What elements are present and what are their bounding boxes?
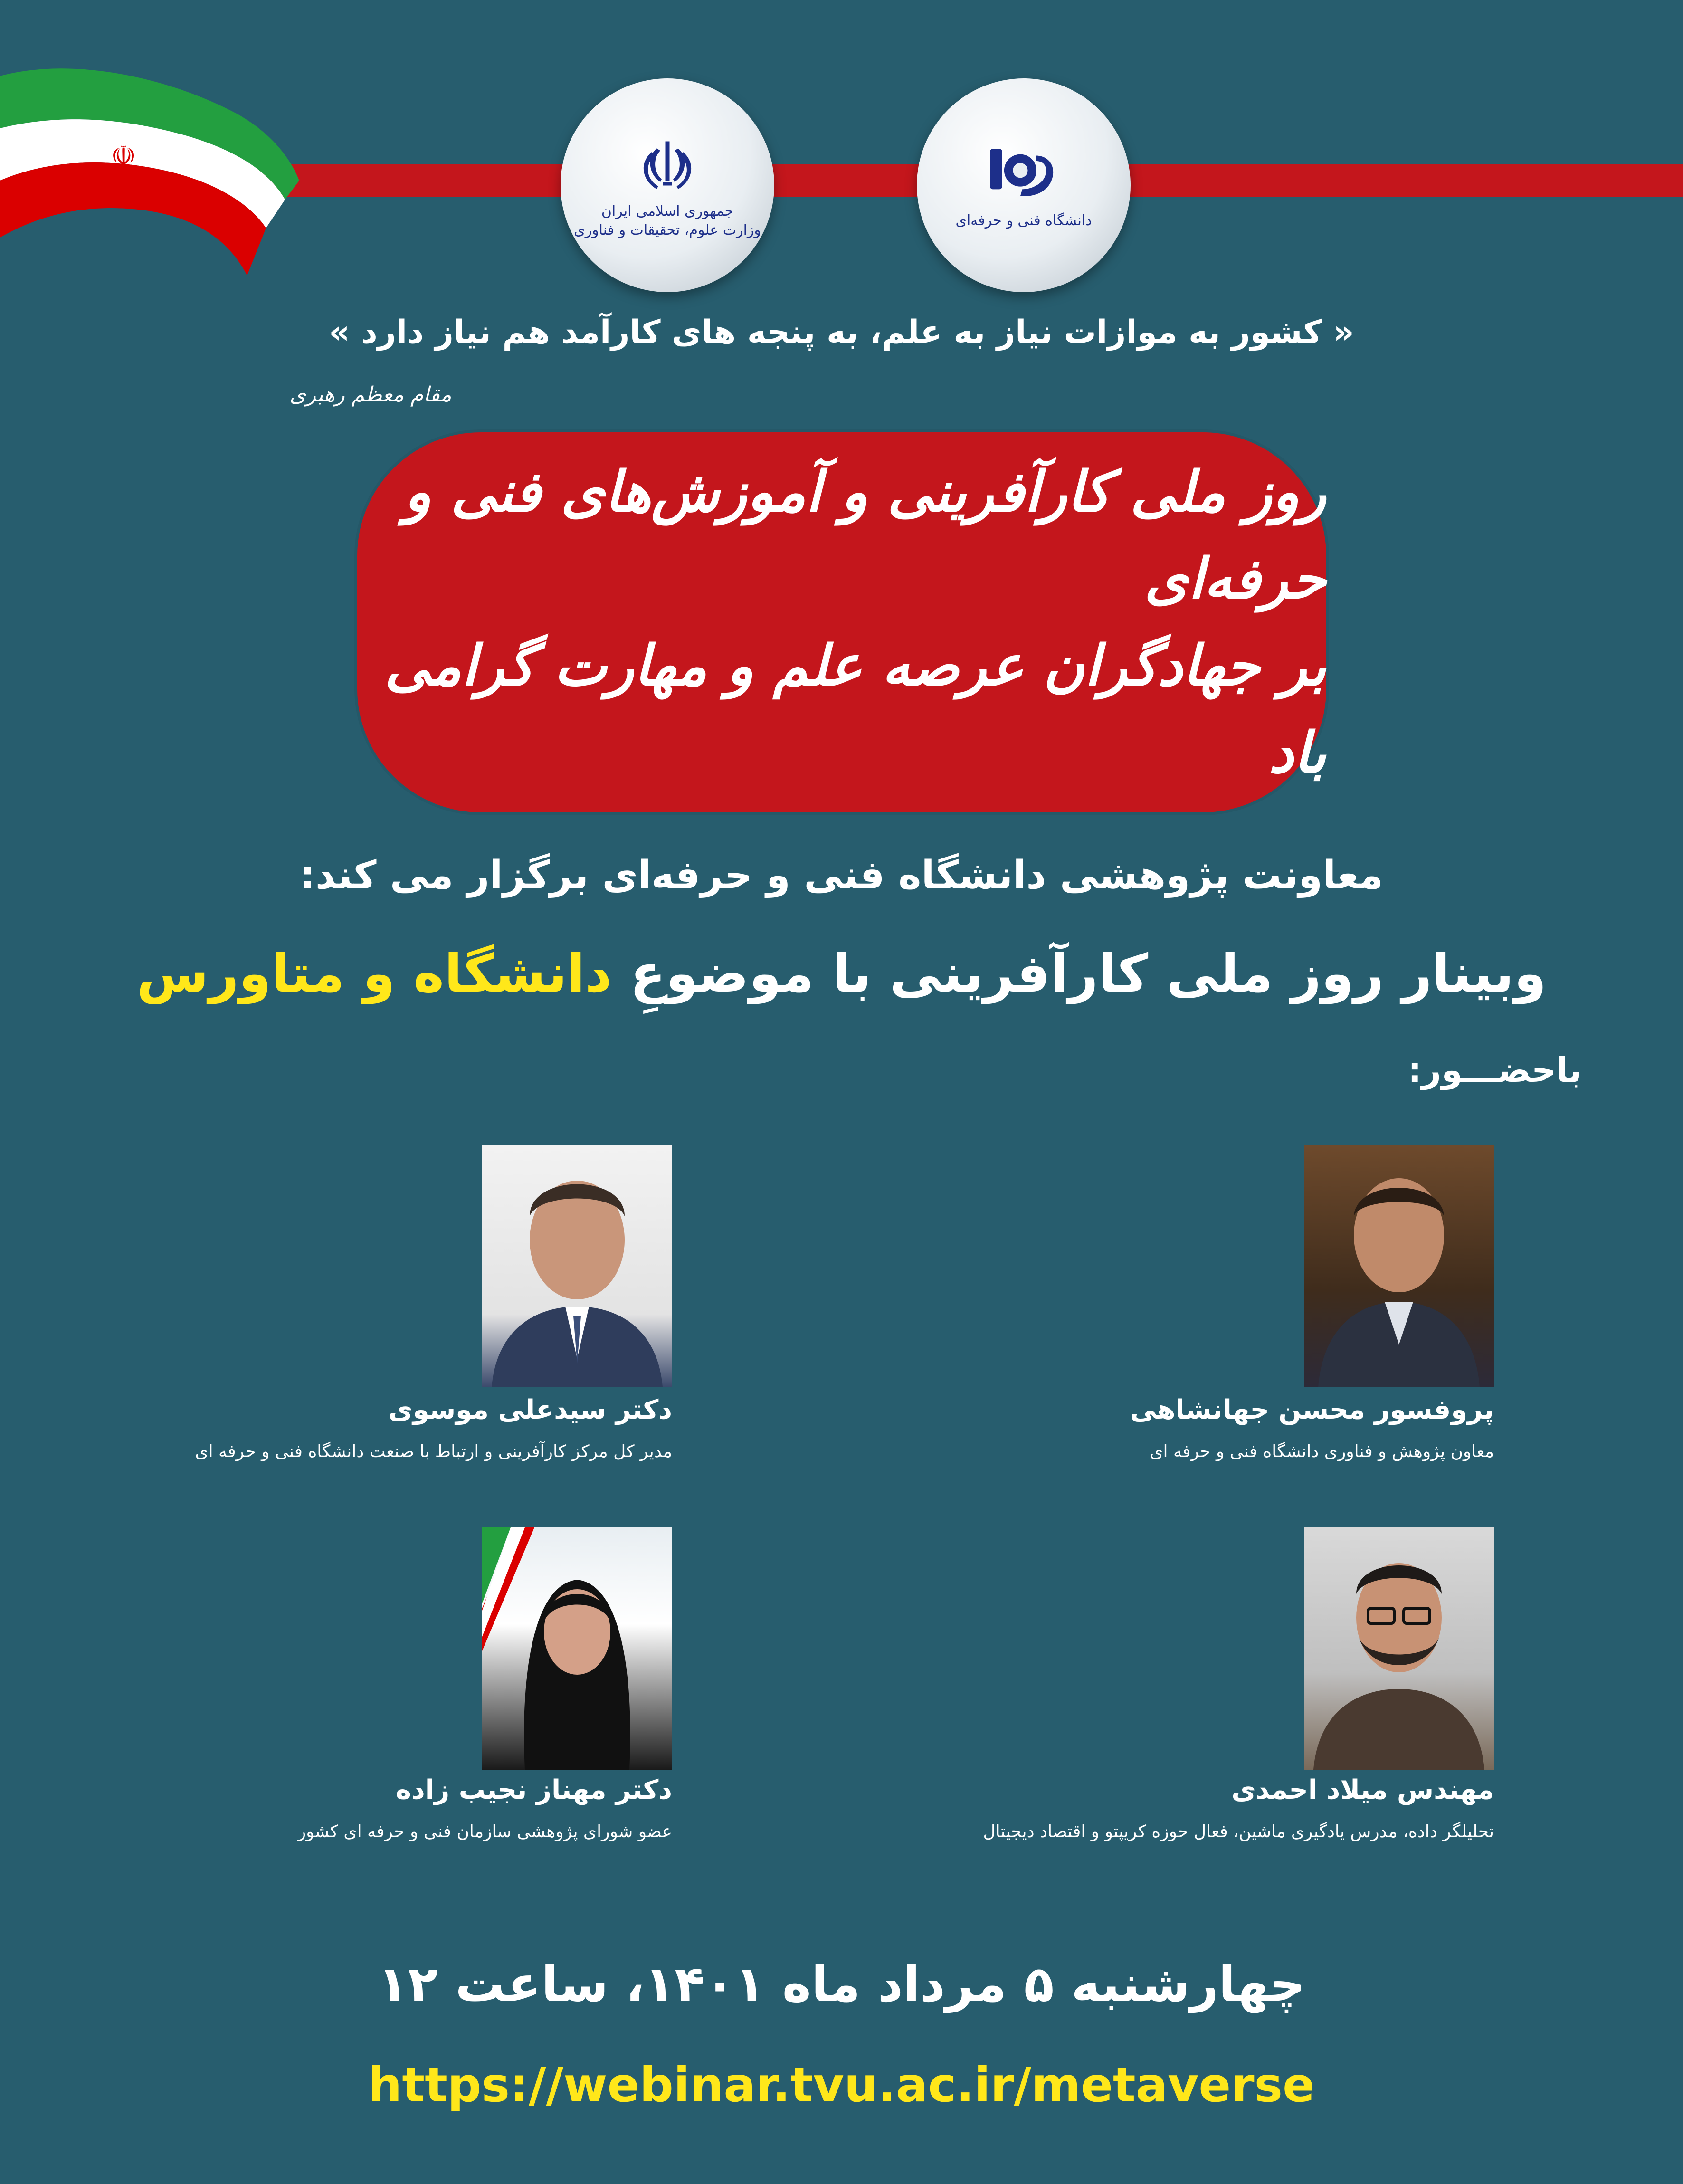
speaker-role: معاون پژوهش و فناوری دانشگاه فنی و حرفه ای [1150, 1442, 1494, 1461]
ministry-logo [561, 78, 774, 292]
event-date: چهارشنبه ۵ مرداد ماه ۱۴۰۱، ساعت ۱۲ [378, 1955, 1305, 2013]
iran-flag-icon [0, 57, 304, 304]
speaker-name: دکتر مهناز نجیب زاده [395, 1774, 672, 1805]
banner-line-2: بر جهادگران عرصه علم و مهارت گرامی باد [384, 632, 1326, 785]
speaker-name: دکتر سیدعلی موسوی [388, 1394, 672, 1425]
speaker-photo [482, 1527, 672, 1770]
event-url-link[interactable]: https://webinar.tvu.ac.ir/metaverse [368, 2057, 1315, 2113]
speaker-name: مهندس میلاد احمدی [1231, 1774, 1494, 1805]
tvu-logo-text: دانشگاه فنی و حرفه‌ای [955, 212, 1092, 229]
iran-emblem-icon [632, 131, 703, 202]
speaker-photo [1304, 1527, 1494, 1770]
presence-label: باحضـــور: [1407, 1050, 1582, 1090]
ministry-logo-line2: وزارت علوم، تحقیقات و فناوری [574, 222, 761, 238]
webinar-title-prefix: وبینار روز ملی کارآفرینی با موضوعِ [611, 943, 1547, 1004]
organizer-line: معاونت پژوهشی دانشگاه فنی و حرفه‌ای برگزار می کند: [300, 853, 1383, 898]
tvu-logo [917, 78, 1131, 292]
speaker-name: پروفسور محسن جهانشاهی [1130, 1394, 1494, 1425]
speaker-role: مدیر کل مرکز کارآفرینی و ارتباط با صنعت دانشگاه فنی و حرفه ای [195, 1442, 672, 1461]
speaker-photo [1304, 1145, 1494, 1387]
greeting-banner [357, 432, 1326, 812]
tvu-emblem-icon [983, 140, 1064, 211]
svg-text:☫: ☫ [111, 140, 136, 173]
speaker-role: تحلیلگر داده، مدرس یادگیری ماشین، فعال حوزه کریپتو و اقتصاد دیجیتال [983, 1822, 1494, 1841]
leader-quote: « کشور به موازات نیاز به علم، به پنجه های کارآمد هم نیاز دارد » [329, 314, 1354, 351]
webinar-title [0, 943, 1683, 1004]
webinar-topic: دانشگاه و متاورس [136, 943, 612, 1004]
quote-author: مقام معظم رهبری [289, 382, 452, 407]
speaker-role: عضو شورای پژوهشی سازمان فنی و حرفه ای کشور [297, 1822, 672, 1841]
speaker-photo [482, 1145, 672, 1387]
ministry-logo-line1: جمهوری اسلامی ایران [601, 202, 734, 219]
banner-line-1: روز ملی کارآفرینی و آموزش‌های فنی و حرفه‌ای [404, 458, 1326, 612]
